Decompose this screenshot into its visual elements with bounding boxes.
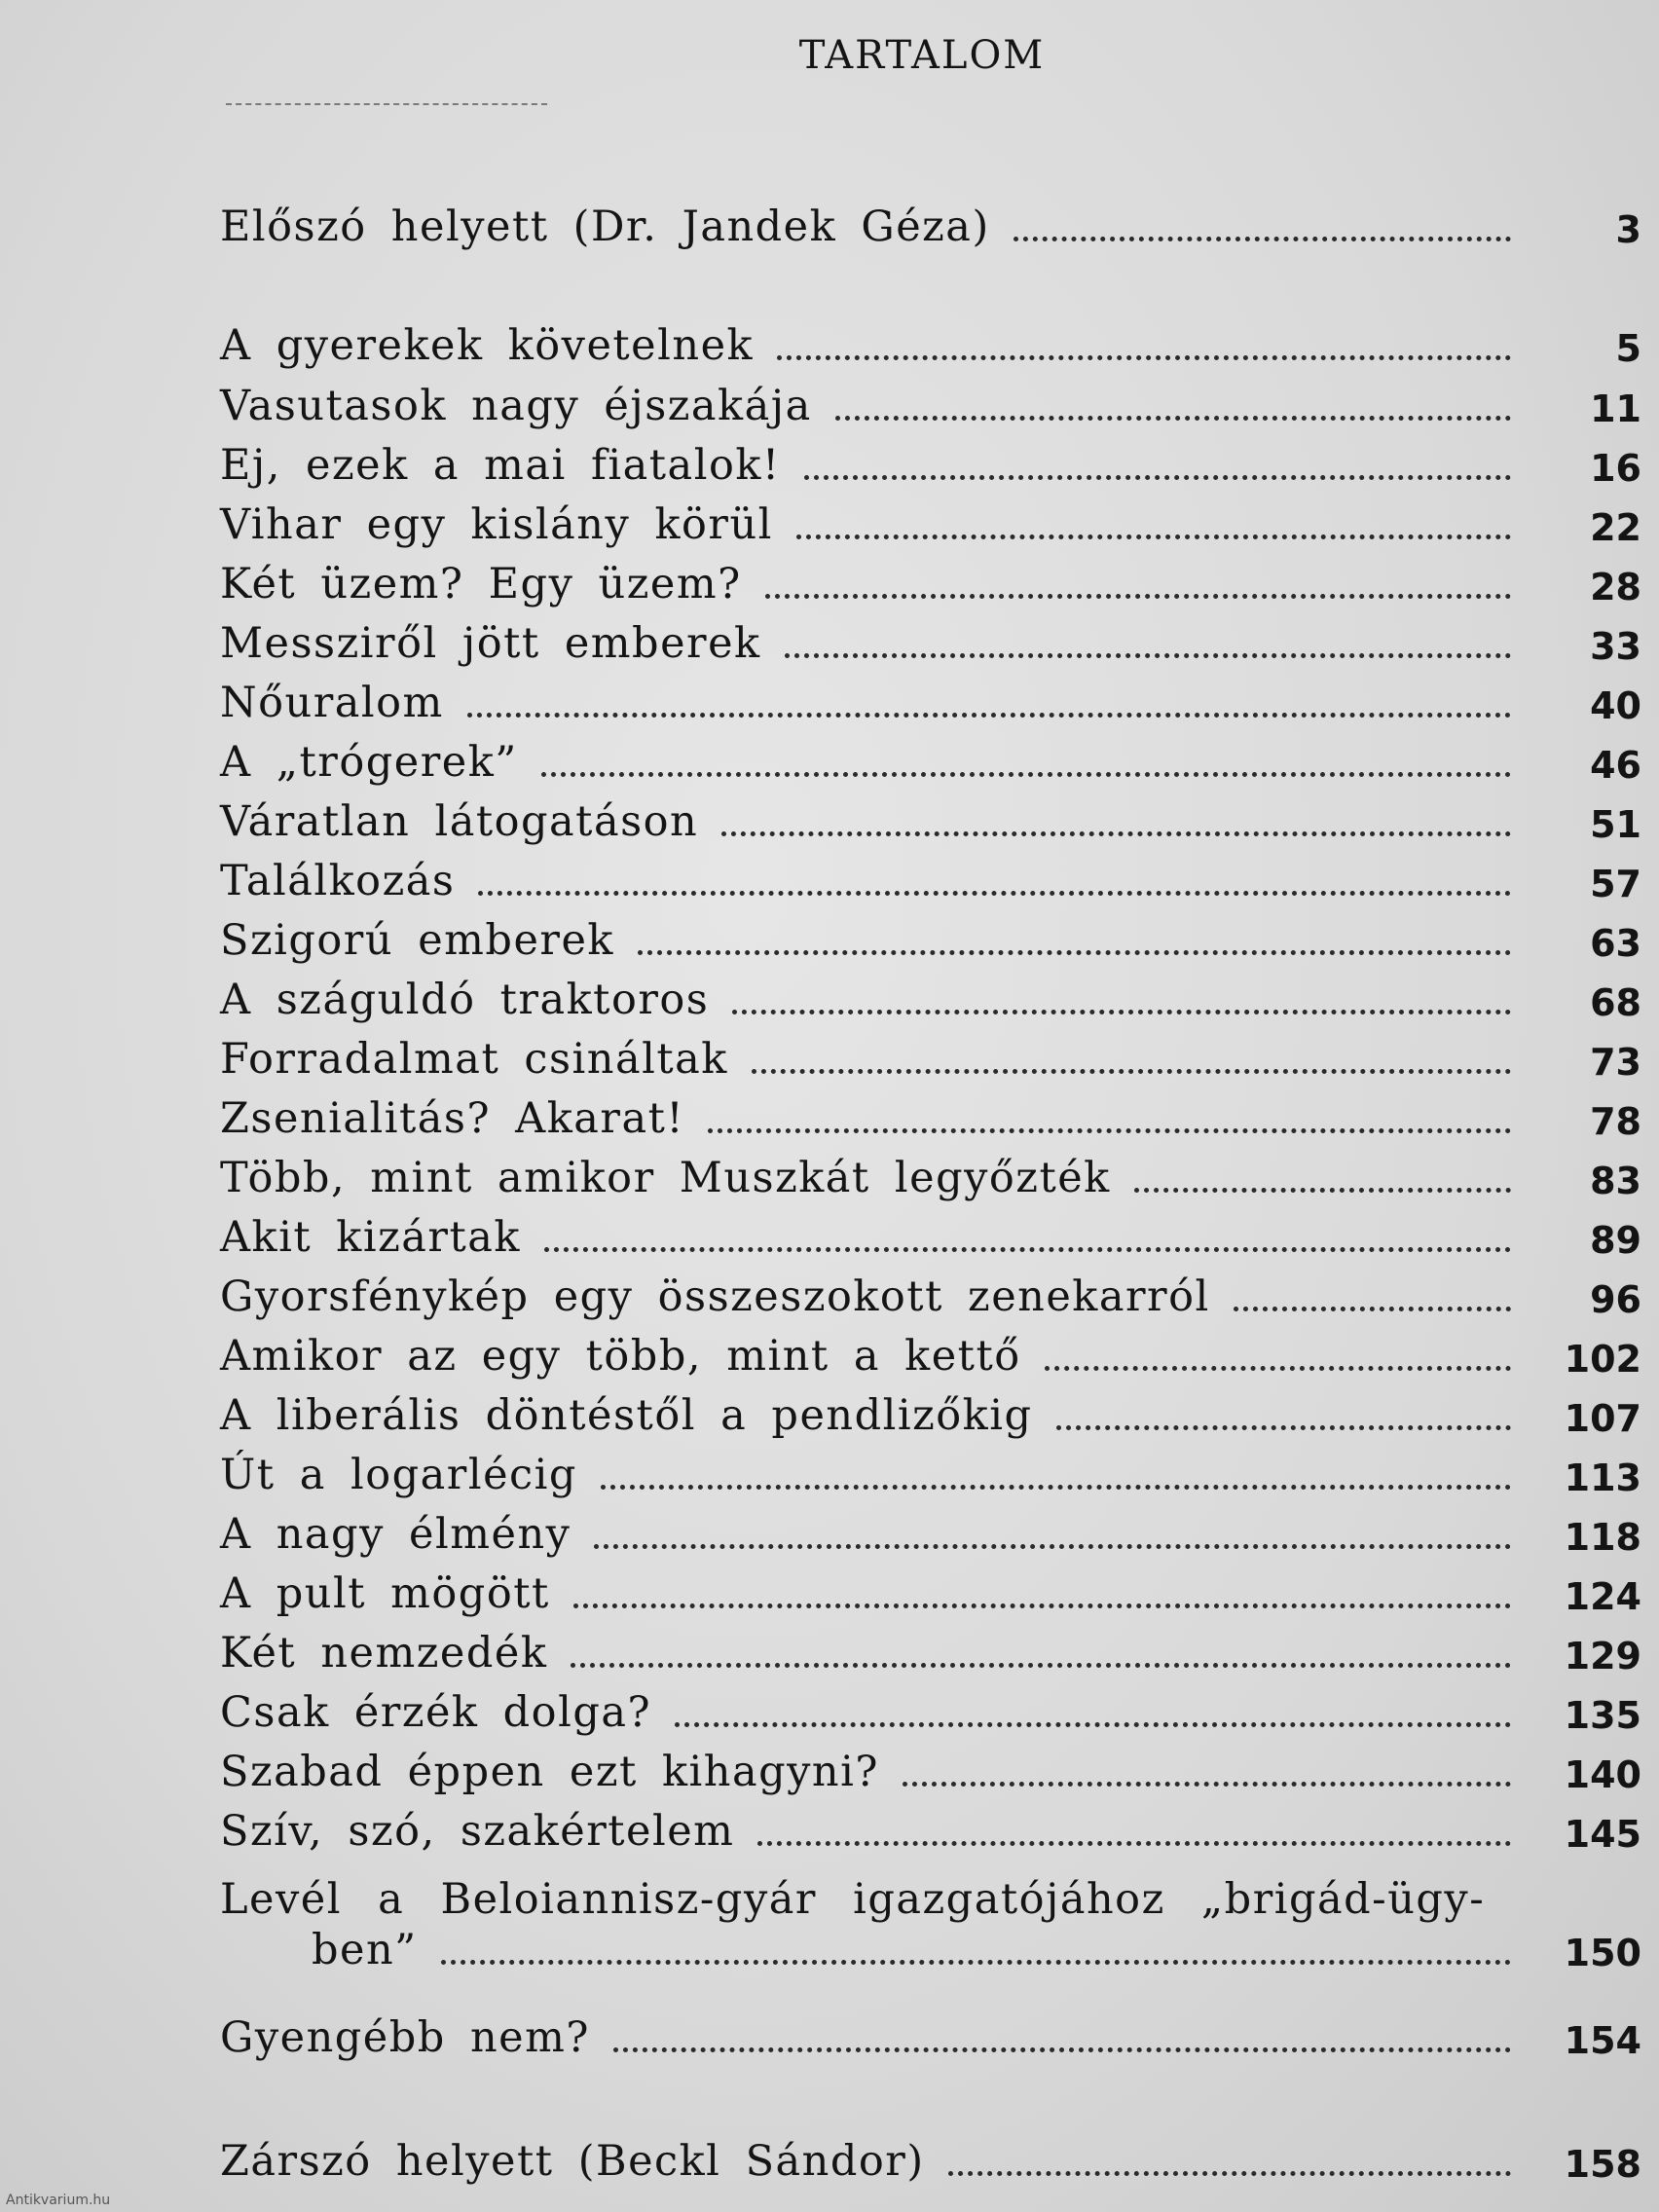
toc-entry-title: A liberális döntéstől a pendlizőkig [220,1391,1033,1440]
toc-entry-title: Két üzem? Egy üzem? [220,560,742,608]
dot-leader [804,475,1511,480]
toc-entry-page: 107 [1564,1397,1641,1440]
toc-entry [220,1500,1641,1559]
toc-entry [220,1797,1641,1856]
toc-entry-page: 102 [1564,1338,1641,1381]
toc-entry-title: Zsenialitás? Akarat! [220,1094,685,1143]
toc-entry-page: 118 [1564,1516,1641,1559]
toc-entry-title: Szabad éppen ezt kihagyni? [220,1748,879,1796]
toc-entry-title: Ej, ezek a mai fiatalok! [220,441,781,490]
dot-leader [441,1960,1511,1965]
toc-entry [220,193,1641,251]
toc-entry-title: Gyengébb nem? [220,2013,590,2062]
toc-entry-title: Csak érzék dolga? [220,1688,652,1737]
toc-entry [220,728,1641,787]
toc-entry-page: 150 [1564,1932,1641,1974]
toc-entry-page: 145 [1564,1813,1641,1856]
dot-leader [613,2047,1511,2052]
toc-entry-title: Szigorú emberek [220,916,614,965]
toc-entry-page: 28 [1590,566,1641,608]
toc-entry-page: 11 [1590,387,1641,430]
toc-entry [220,1678,1641,1737]
dot-leader [573,1604,1511,1608]
toc-entry [220,1263,1641,1321]
toc-entry-page: 16 [1590,447,1641,490]
toc-entry-page: 22 [1590,506,1641,549]
dot-leader [796,535,1511,539]
toc-entry [220,1085,1641,1143]
toc-entry [312,1916,1641,1974]
toc-entry [220,1382,1641,1440]
toc-entry-page: 158 [1564,2143,1641,2186]
toc-entry-title: Út a logarlécig [220,1451,577,1499]
toc-entry-title: A gyerekek követelnek [220,321,755,370]
toc-entry-page: 78 [1590,1100,1641,1143]
dot-leader [757,1841,1511,1846]
toc-entry [220,1322,1641,1381]
toc-entry-title: Zárszó helyett (Beckl Sándor) [220,2137,925,2186]
toc-entry [220,1203,1641,1262]
toc-entry-title: A nagy élmény [220,1510,571,1559]
toc-entry [220,1560,1641,1618]
toc-entry [220,847,1641,905]
dot-leader [777,355,1511,360]
toc-entry [220,906,1641,965]
dot-leader [1234,1307,1511,1311]
toc-entry-title: Vasutasok nagy éjszakája [220,382,812,430]
toc-entry-title: Előszó helyett (Dr. Jandek Géza) [220,203,990,251]
watermark: Antikvarium.hu [6,2193,111,2208]
toc-entry-page: 135 [1564,1694,1641,1737]
toc-entry-title: Gyorsfénykép egy összeszokott zenekarról [220,1272,1210,1321]
dot-leader [571,1663,1511,1668]
title-rule [226,103,547,105]
dot-leader [721,831,1511,836]
dot-leader [835,416,1511,421]
dot-leader [1056,1425,1511,1430]
toc-entry [220,966,1641,1024]
toc-entry-page: 5 [1615,327,1641,370]
dot-leader [765,594,1511,599]
toc-entry-title: Vihar egy kislány körül [220,500,773,549]
toc-entry-page: 3 [1615,208,1641,251]
toc-entry [220,550,1641,608]
toc-entry-title: Szív, szó, szakértelem [220,1807,735,1856]
toc-entry [220,609,1641,668]
toc-entry [220,1144,1641,1202]
toc-entry-title: Amikor az egy több, mint a kettő [220,1332,1021,1381]
toc-entry-title: Találkozás [220,857,456,905]
toc-entry-page: 40 [1590,684,1641,727]
toc-entry [220,1025,1641,1084]
dot-leader [948,2171,1511,2176]
dot-leader [541,772,1511,777]
toc-entry-page: 113 [1564,1456,1641,1499]
dot-leader [708,1128,1511,1133]
page-title: TARTALOM [798,33,1046,78]
toc-entry-title: Több, mint amikor Muszkát legyőzték [220,1154,1111,1202]
toc-entry [220,2127,1641,2186]
toc-entry-title: Nőuralom [220,679,444,727]
toc-entry-page: 129 [1564,1635,1641,1677]
toc-entry-page: 46 [1590,744,1641,787]
toc-entry-page: 96 [1590,1278,1641,1321]
toc-entry-title: Messziről jött emberek [220,619,761,668]
toc-entry [220,372,1641,430]
toc-entry-title: Akit kizártak [220,1213,521,1262]
toc-entry-title: A pult mögött [220,1569,550,1618]
toc-entry-page: 154 [1564,2019,1641,2062]
toc-entry [220,312,1641,370]
dot-leader [1134,1188,1511,1193]
toc-entry-title: Két nemzedék [220,1629,548,1677]
toc-entry-title-line1: Levél a Beloiannisz-gyár igazgatójához „brigád-ügy- [220,1875,1486,1924]
dot-leader [1014,237,1511,241]
toc-entry-title: A „trógerek” [220,738,518,787]
toc-entry-page: 124 [1564,1575,1641,1618]
toc-entry-page: 57 [1590,863,1641,905]
dot-leader [478,891,1511,896]
dot-leader [601,1485,1511,1490]
toc-entry-title: Váratlan látogatáson [220,797,699,846]
toc-entry-title: Forradalmat csináltak [220,1035,728,1084]
toc-entry-title: A száguldó traktoros [220,976,710,1024]
toc-entry [220,1619,1641,1677]
toc-entry-page: 33 [1590,625,1641,668]
dot-leader [785,653,1511,658]
dot-leader [903,1782,1511,1787]
dot-leader [467,713,1511,718]
toc-entry [220,788,1641,846]
dot-leader [638,950,1511,955]
toc-entry [220,1441,1641,1499]
toc-entry-page: 89 [1590,1219,1641,1262]
toc-entry [220,669,1641,727]
toc-entry-page: 73 [1590,1041,1641,1084]
dot-leader [732,1010,1511,1014]
toc-entry [220,1738,1641,1796]
toc-entry-page: 140 [1564,1753,1641,1796]
dot-leader [675,1722,1511,1727]
toc-entry [220,491,1641,549]
toc-entry [220,431,1641,490]
toc-entry-title: ben” [312,1926,418,1974]
dot-leader [1045,1366,1511,1371]
toc-entry-page: 83 [1590,1160,1641,1202]
toc-entry-page: 63 [1590,922,1641,965]
toc-entry-page: 68 [1590,981,1641,1024]
dot-leader [544,1247,1511,1252]
toc-entry [220,2004,1641,2062]
dot-leader [752,1069,1511,1074]
toc-entry-page: 51 [1590,803,1641,846]
dot-leader [594,1544,1511,1549]
